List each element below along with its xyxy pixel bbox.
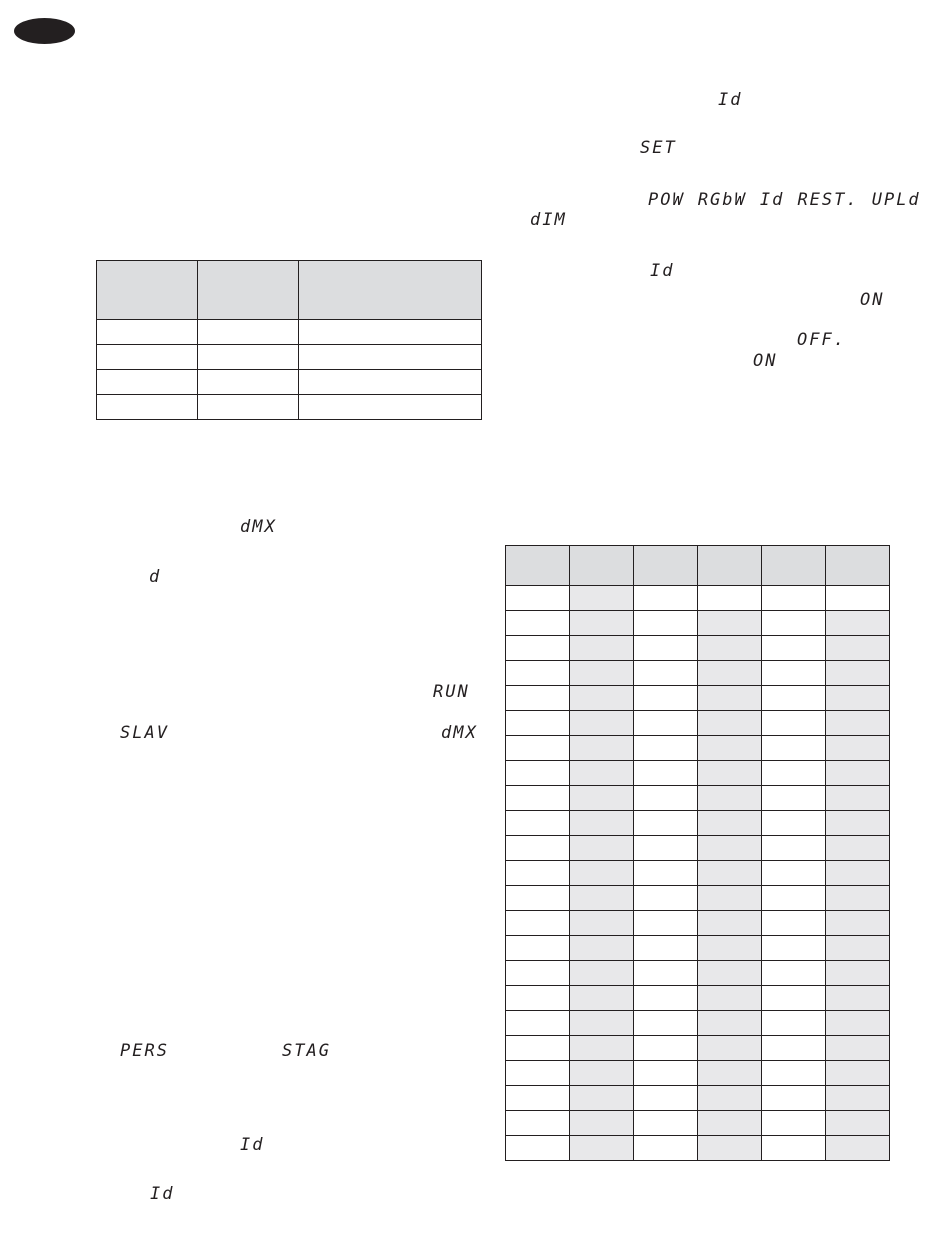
table-cell — [826, 1011, 890, 1036]
table-cell — [698, 886, 762, 911]
table-row — [97, 320, 482, 345]
table-cell — [698, 986, 762, 1011]
table-row — [506, 786, 890, 811]
table-cell — [506, 761, 570, 786]
display-code-upld: UPLd — [871, 190, 921, 210]
table-cell — [826, 886, 890, 911]
table-header-cell — [826, 546, 890, 586]
table-cell — [506, 986, 570, 1011]
table-cell — [762, 761, 826, 786]
table-cell — [570, 711, 634, 736]
table-cell — [506, 636, 570, 661]
table-cell — [698, 611, 762, 636]
table-cell — [762, 911, 826, 936]
table-cell — [570, 761, 634, 786]
table-cell — [698, 1011, 762, 1036]
table-header-cell — [570, 546, 634, 586]
table-cell — [570, 736, 634, 761]
table-cell — [634, 1036, 698, 1061]
table-header-cell — [634, 546, 698, 586]
table-row — [97, 345, 482, 370]
table-cell — [299, 320, 482, 345]
table-cell — [570, 936, 634, 961]
display-code-stag: STAG — [282, 1041, 331, 1061]
table-cell — [826, 636, 890, 661]
table-row — [506, 661, 890, 686]
table-cell — [198, 320, 299, 345]
table-cell — [634, 611, 698, 636]
table-cell — [570, 861, 634, 886]
table-row — [506, 761, 890, 786]
table-cell — [762, 961, 826, 986]
table-header-cell — [97, 261, 198, 320]
table-cell — [634, 936, 698, 961]
display-code-dmx: dMX — [240, 517, 277, 537]
table-cell — [634, 786, 698, 811]
table-cell — [634, 1111, 698, 1136]
table-cell — [299, 395, 482, 420]
table-cell — [570, 961, 634, 986]
table-cell — [826, 611, 890, 636]
settings-table — [96, 260, 482, 420]
table-cell — [506, 1011, 570, 1036]
table-cell — [570, 986, 634, 1011]
table-cell — [762, 811, 826, 836]
table-cell — [826, 936, 890, 961]
table-cell — [826, 811, 890, 836]
table-cell — [762, 1111, 826, 1136]
table-cell — [634, 1086, 698, 1111]
table-row — [506, 1111, 890, 1136]
table-header-cell — [698, 546, 762, 586]
table-cell — [698, 1061, 762, 1086]
table-cell — [698, 586, 762, 611]
table-cell — [634, 661, 698, 686]
table-cell — [198, 395, 299, 420]
table-cell — [698, 761, 762, 786]
table-cell — [506, 1036, 570, 1061]
table-row — [506, 736, 890, 761]
table-cell — [762, 1011, 826, 1036]
table-row — [506, 1061, 890, 1086]
table-cell — [97, 395, 198, 420]
table-cell — [698, 1086, 762, 1111]
display-code-id: Id — [240, 1135, 265, 1155]
table-cell — [762, 1086, 826, 1111]
display-code-pers: PERS — [120, 1041, 169, 1061]
table-cell — [826, 1061, 890, 1086]
table-cell — [826, 786, 890, 811]
table-cell — [634, 961, 698, 986]
display-code-run: RUN — [433, 682, 470, 702]
table-cell — [506, 886, 570, 911]
table-cell — [762, 936, 826, 961]
table-cell — [698, 686, 762, 711]
table-cell — [570, 661, 634, 686]
table-cell — [762, 636, 826, 661]
table-cell — [698, 936, 762, 961]
table-row — [506, 1011, 890, 1036]
table-cell — [826, 711, 890, 736]
language-badge — [14, 18, 75, 44]
table-cell — [698, 911, 762, 936]
table-cell — [506, 811, 570, 836]
table-cell — [634, 1136, 698, 1161]
table-row — [506, 861, 890, 886]
table-cell — [506, 861, 570, 886]
display-code-rgbw: RGbW — [697, 190, 747, 210]
table-cell — [762, 736, 826, 761]
menu-code-list — [648, 192, 921, 209]
table-cell — [762, 1136, 826, 1161]
table-header-row — [506, 546, 890, 586]
table-cell — [826, 661, 890, 686]
table-cell — [506, 786, 570, 811]
table-cell — [506, 1061, 570, 1086]
table-cell — [698, 661, 762, 686]
table-cell — [698, 1136, 762, 1161]
table-cell — [570, 836, 634, 861]
table-cell — [570, 611, 634, 636]
table-cell — [826, 586, 890, 611]
table-cell — [826, 736, 890, 761]
table-cell — [762, 661, 826, 686]
table-cell — [570, 1111, 634, 1136]
table-cell — [634, 636, 698, 661]
table-cell — [826, 961, 890, 986]
table-cell — [826, 836, 890, 861]
table-row — [506, 811, 890, 836]
table-row — [506, 636, 890, 661]
table-row — [506, 1136, 890, 1161]
table-cell — [506, 736, 570, 761]
table-cell — [698, 861, 762, 886]
table-row — [97, 370, 482, 395]
table-cell — [198, 345, 299, 370]
table-header-cell — [198, 261, 299, 320]
table-cell — [762, 836, 826, 861]
table-cell — [570, 1011, 634, 1036]
table-cell — [762, 686, 826, 711]
display-code-d: d — [149, 567, 162, 587]
display-code-id: Id — [759, 190, 785, 210]
table-cell — [826, 761, 890, 786]
table-cell — [570, 1136, 634, 1161]
table-row — [506, 1086, 890, 1111]
table-cell — [506, 836, 570, 861]
table-cell — [506, 1111, 570, 1136]
display-code-id: Id — [718, 90, 743, 110]
table-cell — [97, 345, 198, 370]
display-code-on: ON — [753, 351, 778, 371]
table-cell — [634, 836, 698, 861]
table-row — [506, 961, 890, 986]
table-cell — [634, 1011, 698, 1036]
table-cell — [570, 786, 634, 811]
display-code-id: Id — [150, 1184, 175, 1204]
table-cell — [570, 1061, 634, 1086]
table-cell — [762, 1061, 826, 1086]
table-cell — [698, 811, 762, 836]
table-cell — [506, 961, 570, 986]
table-cell — [570, 911, 634, 936]
table-cell — [698, 836, 762, 861]
table-cell — [506, 1136, 570, 1161]
table-row — [506, 611, 890, 636]
table-cell — [634, 811, 698, 836]
table-cell — [634, 736, 698, 761]
display-code-set: SET — [640, 138, 677, 158]
table-cell — [198, 370, 299, 395]
table-cell — [97, 370, 198, 395]
display-code-pow: POW — [648, 190, 685, 210]
table-cell — [634, 1061, 698, 1086]
display-code-off: OFF. — [797, 330, 846, 350]
table-cell — [826, 1086, 890, 1111]
table-cell — [570, 686, 634, 711]
table-header-cell — [506, 546, 570, 586]
table-cell — [826, 1111, 890, 1136]
table-cell — [826, 686, 890, 711]
table-cell — [570, 811, 634, 836]
display-code-dmx: dMX — [441, 723, 478, 743]
table-cell — [698, 711, 762, 736]
table-cell — [570, 586, 634, 611]
table-cell — [299, 370, 482, 395]
display-code-id: Id — [650, 261, 675, 281]
table-cell — [506, 711, 570, 736]
table-cell — [698, 636, 762, 661]
table-row — [97, 395, 482, 420]
table-cell — [634, 861, 698, 886]
table-cell — [97, 320, 198, 345]
display-code-slav: SLAV — [120, 723, 169, 743]
table-cell — [826, 986, 890, 1011]
table-cell — [698, 786, 762, 811]
table-cell — [634, 686, 698, 711]
table-cell — [762, 611, 826, 636]
table-cell — [762, 861, 826, 886]
table-cell — [506, 911, 570, 936]
table-cell — [762, 886, 826, 911]
table-cell — [762, 986, 826, 1011]
table-cell — [826, 911, 890, 936]
table-cell — [634, 761, 698, 786]
table-row — [506, 1036, 890, 1061]
table-row — [506, 936, 890, 961]
channel-table — [505, 545, 890, 1161]
table-cell — [570, 886, 634, 911]
table-cell — [570, 636, 634, 661]
table-row — [506, 886, 890, 911]
table-row — [506, 836, 890, 861]
table-row — [506, 911, 890, 936]
table-cell — [570, 1036, 634, 1061]
table-header-row — [97, 261, 482, 320]
table-cell — [762, 711, 826, 736]
table-row — [506, 686, 890, 711]
table-cell — [826, 1036, 890, 1061]
table-cell — [506, 586, 570, 611]
table-cell — [506, 1086, 570, 1111]
table-cell — [634, 986, 698, 1011]
display-code-rest: REST. — [797, 190, 859, 210]
table-cell — [506, 611, 570, 636]
display-code-dim: dIM — [530, 210, 567, 230]
table-row — [506, 986, 890, 1011]
table-cell — [698, 1036, 762, 1061]
table-cell — [634, 711, 698, 736]
table-cell — [506, 686, 570, 711]
table-cell — [634, 911, 698, 936]
table-cell — [698, 1111, 762, 1136]
table-cell — [762, 786, 826, 811]
table-cell — [634, 586, 698, 611]
display-code-on: ON — [860, 290, 885, 310]
table-row — [506, 586, 890, 611]
table-header-cell — [762, 546, 826, 586]
table-cell — [698, 736, 762, 761]
table-cell — [506, 661, 570, 686]
table-cell — [570, 1086, 634, 1111]
table-cell — [506, 936, 570, 961]
table-row — [506, 711, 890, 736]
table-cell — [698, 961, 762, 986]
table-cell — [762, 586, 826, 611]
table-cell — [826, 861, 890, 886]
table-cell — [826, 1136, 890, 1161]
table-cell — [762, 1036, 826, 1061]
table-cell — [634, 886, 698, 911]
table-cell — [299, 345, 482, 370]
table-header-cell — [299, 261, 482, 320]
